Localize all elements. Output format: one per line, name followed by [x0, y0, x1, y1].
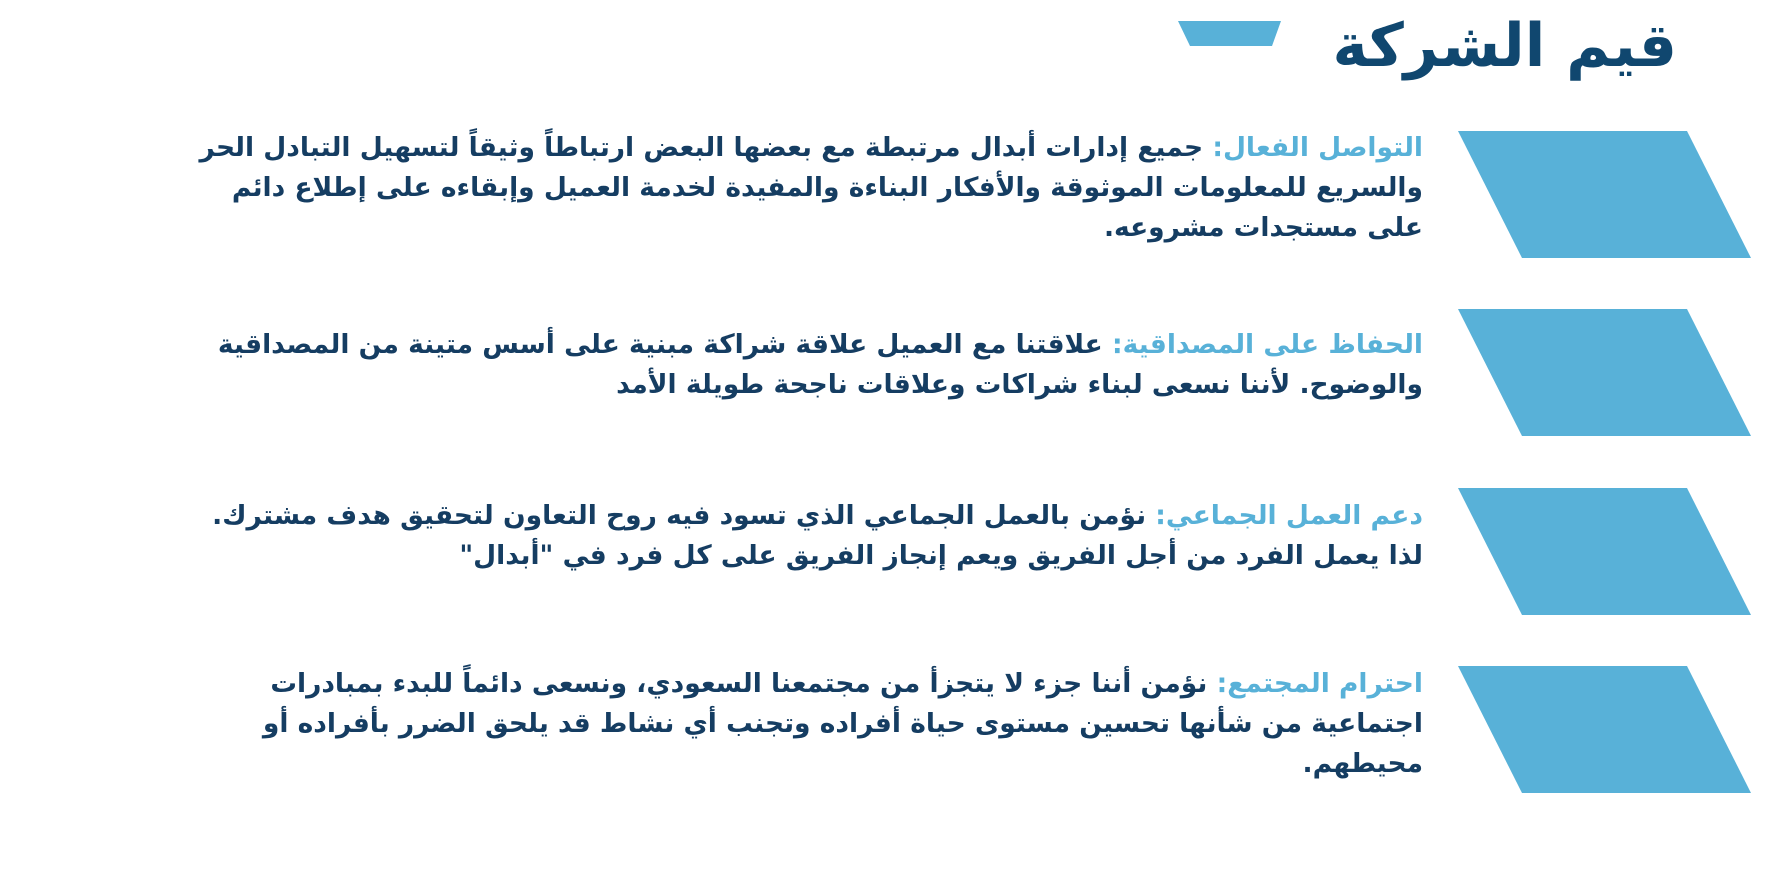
value-1-shape — [1458, 131, 1751, 258]
value-2-label: الحفاظ على المصداقية: — [1112, 329, 1423, 360]
title-accent-shape — [1178, 21, 1281, 46]
value-4-label: احترام المجتمع: — [1216, 668, 1423, 699]
value-2-shape — [1458, 309, 1751, 436]
value-3-parallelogram-icon — [1458, 488, 1751, 615]
value-1-paragraph — [193, 128, 1423, 248]
value-4-shape — [1458, 666, 1751, 793]
value-4-paragraph — [193, 664, 1423, 784]
value-2-parallelogram-icon — [1458, 309, 1751, 436]
value-3-paragraph — [193, 496, 1423, 576]
title-accent-bar — [1178, 21, 1281, 46]
value-1-label: التواصل الفعال: — [1212, 132, 1423, 163]
page-title: قيم الشركة — [1332, 11, 1677, 81]
value-2-paragraph — [193, 325, 1423, 405]
value-1-parallelogram-icon — [1458, 131, 1751, 258]
value-3-shape — [1458, 488, 1751, 615]
value-3-text: نؤمن بالعمل الجماعي الذي تسود فيه روح التعاون لتحقيق هدف مشترك. لذا يعمل الفرد من أجل الفريق ويعم إنجاز الفريق على كل فرد في "أبدال" — [212, 500, 1423, 571]
value-2-text: علاقتنا مع العميل علاقة شراكة مبنية على أسس متينة من المصداقية والوضوح. لأننا نسعى لبناء شراكات وعلاقات ناجحة طويلة الأمد — [217, 329, 1423, 400]
value-4-parallelogram-icon — [1458, 666, 1751, 793]
value-3-label: دعم العمل الجماعي: — [1155, 500, 1423, 531]
value-1-text: جميع إدارات أبدال مرتبطة مع بعضها البعض ارتباطاً وثيقاً لتسهيل التبادل الحر والسريع للمعلومات الموثوقة والأفكار البناءة والمفيدة لخدمة العميل وإبقاءه على إطلاع دائم على مستجدات مشروعه. — [199, 132, 1423, 243]
value-4-text: نؤمن أننا جزء لا يتجزأ من مجتمعنا السعودي، ونسعى دائماً للبدء بمبادرات اجتماعية من شأنها تحسين مستوى حياة أفراده وتجنب أي نشاط قد يلحق الضرر بأفراده أو محيطهم. — [262, 668, 1423, 779]
